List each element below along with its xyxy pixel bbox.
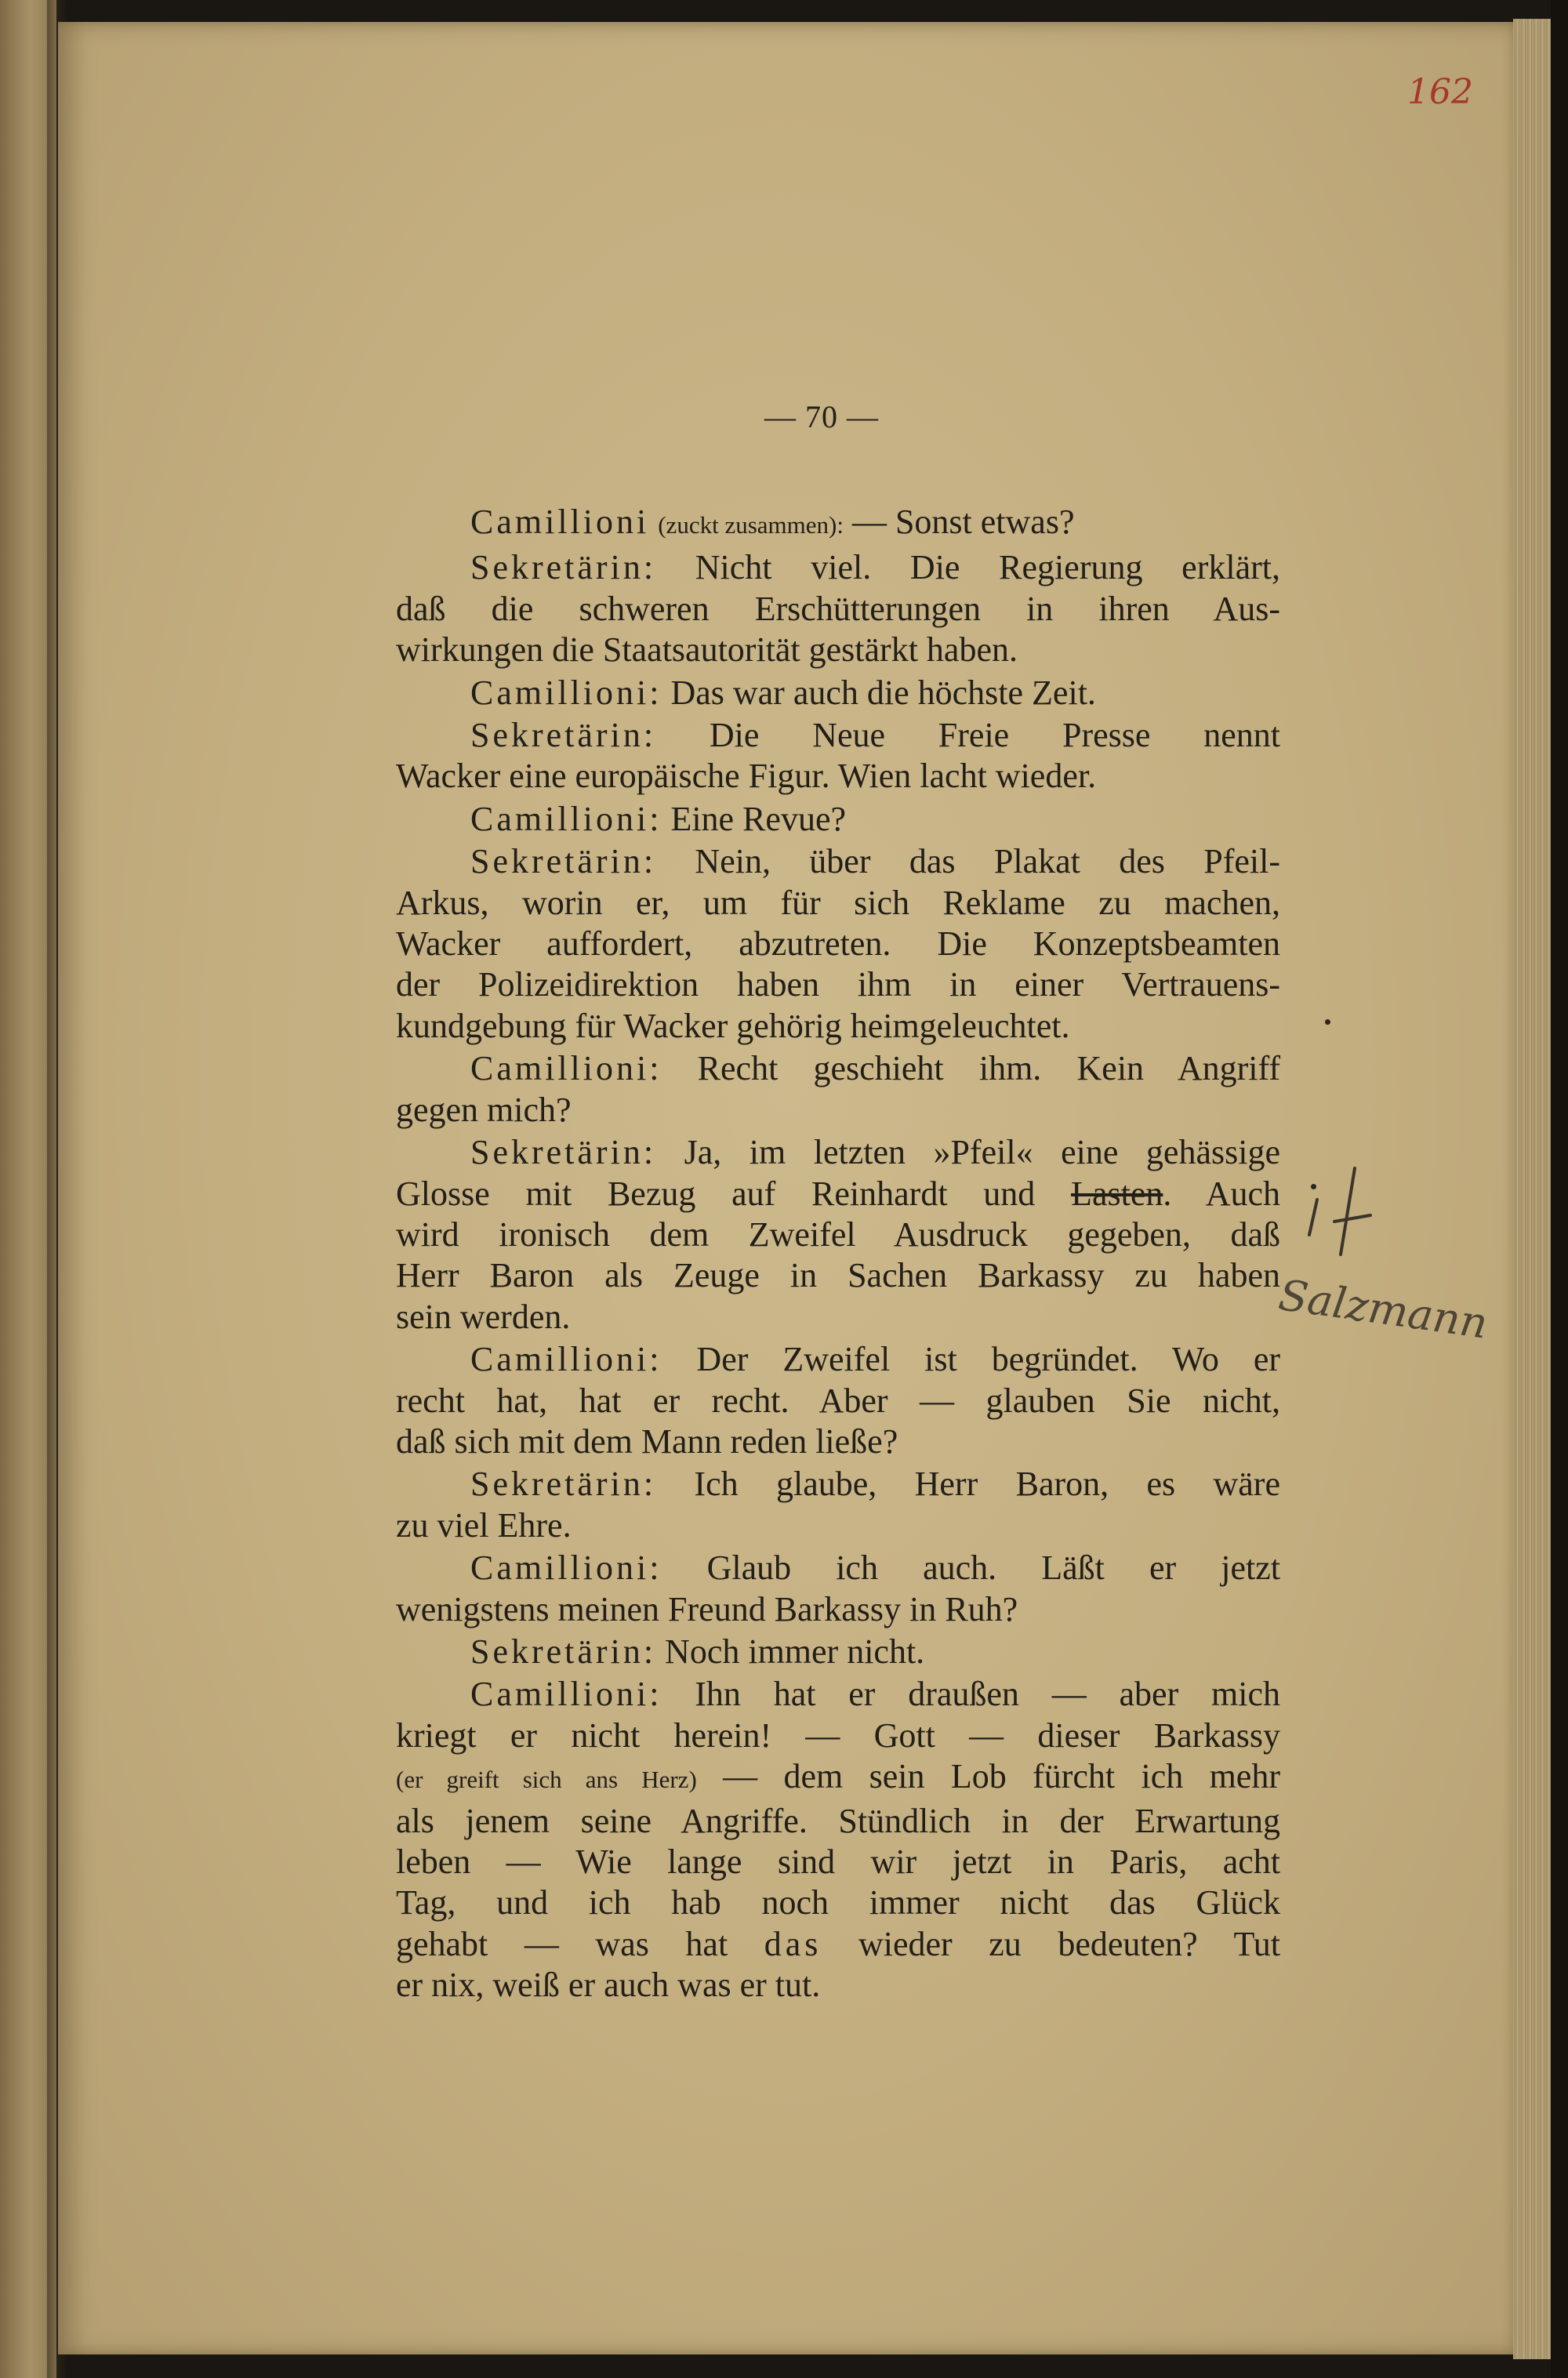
text-line: als jenem seine Angriffe. Stündlich in der Erwartung [396,1801,1280,1840]
dialogue: wieder zu bedeuten? Tut [822,1924,1280,1963]
text-line: Wacker auffordert, abzutreten. Die Konzeptsbeamten [396,924,1280,964]
dialogue: Die Neue Freie Presse nennt [656,716,1280,755]
text-line: Arkus, worin er, um für sich Reklame zu machen, [396,883,1280,922]
dialogue: Glaub ich auch. Läßt er jetzt [662,1548,1280,1588]
text-line [396,1674,1280,1715]
text-line: zu viel Ehre. [396,1505,572,1545]
speaker-name: Camillioni: [470,799,662,838]
text-line: der Polizeidirektion haben ihm in einer Vertrauens- [396,965,1280,1004]
text-line [396,841,1280,882]
text-line [396,715,1280,756]
dialogue: Ja, im letzten »Pfeil« eine gehässige [656,1133,1280,1172]
text-line: Tag, und ich hab noch immer nicht das Glück [396,1883,1280,1922]
speaker-name: Sekretärin: [470,1465,657,1504]
page-number: — 70 — [764,399,879,434]
stage-direction: (zuckt zusammen): [658,511,844,539]
speaker-name: Camillioni: [470,1675,662,1714]
text-line: Wacker eine europäische Figur. Wien lacht wieder. [396,757,1097,796]
text-line: wirkungen die Staatsautorität gestärkt haben. [396,630,1018,670]
text-line [396,1924,1280,1965]
speaker-name: Sekretärin: [470,716,657,755]
text-line [396,1132,1280,1173]
dialogue: . Auch [1163,1174,1280,1213]
text-line [396,673,1280,713]
speaker-name: Camillioni [470,503,650,541]
text-line: kundgebung für Wacker gehörig heimgeleuchtet. [396,1006,1070,1045]
paragraph [396,1339,1280,1462]
paragraph [396,547,1280,670]
text-line: daß sich mit dem Mann reden ließe? [396,1421,898,1461]
text-line [396,1548,1280,1588]
text-line: sein werden. [396,1297,571,1336]
text-line [396,547,1280,588]
text-line: kriegt er nicht herein! — Gott — dieser Barkassy [396,1715,1280,1755]
dialogue: Eine Revue? [662,799,847,838]
handwritten-margin-note: Salzmann [1276,1270,1491,1349]
stage-direction: (er greift sich ans Herz) [396,1766,697,1794]
struck-word: Lasten [1071,1174,1163,1213]
text-line [396,502,1280,546]
paragraph [396,1132,1280,1338]
ink-speck [1325,1019,1330,1025]
dialogue: Das war auch die höchste Zeit. [662,673,1096,712]
speaker-name: Camillioni: [470,673,662,712]
dialogue: Nicht viel. Die Regierung erklärt, [656,548,1280,587]
paragraph [396,502,1280,546]
text-line: leben — Wie lange sind wir jetzt in Paris, acht [396,1842,1280,1881]
speaker-name: Sekretärin: [470,1632,657,1671]
text-line [396,1174,1280,1214]
speaker-name: Sekretärin: [470,842,657,881]
dialogue: Ich glaube, Herr Baron, es wäre [656,1465,1280,1504]
paragraph [396,799,1280,840]
speaker-name: Sekretärin: [470,1133,657,1172]
paragraph [396,841,1280,1047]
dialogue: — dem sein Lob fürcht ich mehr [696,1757,1280,1796]
dialogue: gehabt — was hat [396,1924,764,1963]
speaker-name: Camillioni: [470,1049,662,1088]
text-line [396,1756,1280,1800]
paragraph [396,1632,1280,1672]
text-line: wenigstens meinen Freund Barkassy in Ruh? [396,1589,1018,1628]
body-text [396,502,1280,2008]
dialogue: Recht geschieht ihm. Kein Angriff [662,1049,1280,1088]
paragraph [396,1674,1280,2006]
archive-page-number: 162 [1407,72,1473,112]
dialogue: Noch immer nicht. [656,1632,925,1671]
text-line: recht hat, hat er recht. Aber — glauben Sie nicht, [396,1381,1280,1420]
ink-speck [1311,1184,1316,1189]
paragraph [396,1464,1280,1546]
dialogue: Ihn hat er draußen — aber mich [662,1675,1280,1714]
page-edge-shadow [1551,0,1568,2378]
text-line [396,799,1280,840]
text-line: daß die schweren Erschütterungen in ihren Aus- [396,589,1280,628]
dialogue: Nein, über das Plakat des Pfeil- [656,842,1280,881]
text-line: Herr Baron als Zeuge in Sachen Barkassy zu haben [396,1256,1280,1295]
text-line: er nix, weiß er auch was er tut. [396,1966,821,2005]
text-line [396,1339,1280,1380]
text-line [396,1632,1280,1672]
paragraph [396,715,1280,797]
text-line [396,1464,1280,1505]
dialogue: — Sonst etwas? [843,503,1075,541]
text-line: gegen mich? [396,1090,572,1129]
paragraph [396,1048,1280,1131]
speaker-name: Camillioni: [470,1340,662,1379]
paragraph [396,673,1280,713]
paragraph [396,1548,1280,1630]
speaker-name: Sekretärin: [470,548,657,587]
dialogue: Der Zweifel ist begründet. Wo er [662,1340,1280,1379]
dialogue: Glosse mit Bezug auf Reinhardt und [396,1174,1072,1213]
text-line [396,1048,1280,1089]
speaker-name: Camillioni: [470,1548,662,1588]
emphasized-word: das [764,1924,822,1963]
text-line: wird ironisch dem Zweifel Ausdruck gegeben, daß [396,1214,1280,1254]
